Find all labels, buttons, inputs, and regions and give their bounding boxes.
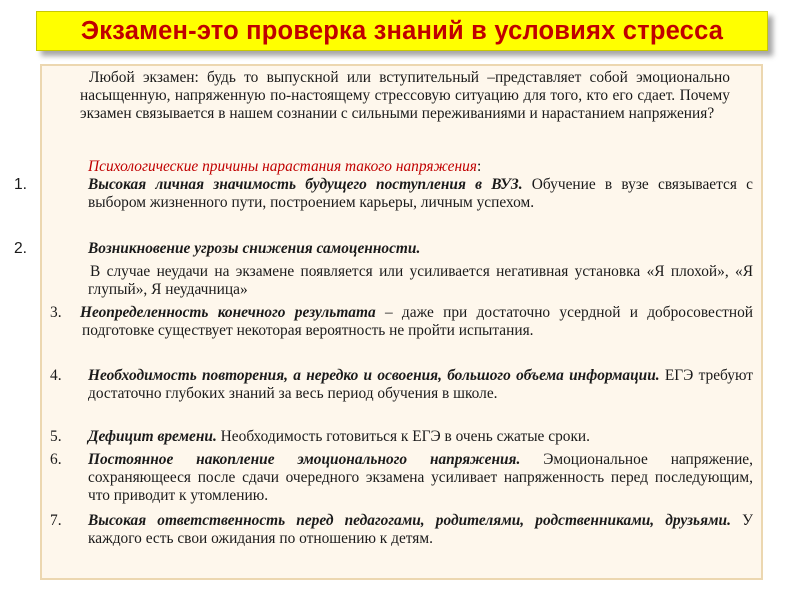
slide-title: Экзамен-это проверка знаний в условиях стресса <box>80 16 724 45</box>
item-bold: Высокая личная значимость будущего поступления в ВУЗ. <box>88 176 523 193</box>
item-text: ЕГЭ требуют достаточно глубоких знаний за весь период обучения в школе. <box>88 367 753 403</box>
item-number: 3. <box>50 304 62 321</box>
slide-title-bar <box>36 11 768 51</box>
list-item <box>88 263 753 299</box>
content-box <box>14 64 763 580</box>
list-item <box>88 512 753 548</box>
list-item <box>88 240 753 258</box>
item-number: 7. <box>50 512 62 529</box>
item-text: Необходимость готовиться к ЕГЭ в очень сжатые сроки. <box>216 428 591 445</box>
item-bold: Неопределенность конечного результата <box>80 304 376 321</box>
item-text: Обучение в вузе связывается с выбором жизненного пути, построением карьеры, личным успехом. <box>88 176 753 212</box>
item-number: 2. <box>14 240 28 257</box>
item-text: – даже при достаточно усердной и добросовестной подготовке существует некоторая вероятность не пройти испытания. <box>82 304 753 340</box>
item-number: 5. <box>50 428 62 445</box>
item-bold: Дефицит времени. <box>88 428 217 445</box>
item-text: В случае неудачи на экзамене появляется или усиливается негативная установка «Я плохой», «Я глупый», Я неудачница» <box>88 263 753 299</box>
item-bold: Постоянное накопление эмоционального напряжения. <box>88 451 521 468</box>
list-item <box>82 304 753 340</box>
intro-paragraph: Любой экзамен: будь то выпускной или вступительный –представляет собой эмоционально насыщенную, напряженную по-настоящему стрессовую ситуацию для того, кто его сдает. Почему экзамен связывается в нашем сознании с сильными переживаниями и нарастанием напряжения? <box>80 69 730 123</box>
list-item <box>88 367 753 403</box>
item-bold: Возникновение угрозы снижения самоценности. <box>88 240 421 257</box>
causes-heading <box>88 158 481 176</box>
causes-heading-text: Психологические причины нарастания такого напряжения <box>88 158 477 175</box>
item-bold: Необходимость повторения, а нередко и освоения, большого объема информации. <box>88 367 660 384</box>
list-item <box>88 176 753 212</box>
causes-heading-colon: : <box>476 158 482 175</box>
list-item <box>88 428 753 446</box>
list-item <box>88 451 753 506</box>
item-text: У каждого есть свои ожидания по отношению к детям. <box>88 512 753 548</box>
item-number: 6. <box>50 451 62 468</box>
item-text: Эмоциональное напряжение, сохраняющееся после сдачи очередного экзамена усиливает напряженность перед последующим, что приводит к утомлению. <box>88 451 753 505</box>
item-bold: Высокая ответственность перед педагогами, родителями, родственниками, друзьями. <box>88 512 731 529</box>
item-number: 4. <box>50 367 62 384</box>
item-number: 1. <box>14 176 28 193</box>
